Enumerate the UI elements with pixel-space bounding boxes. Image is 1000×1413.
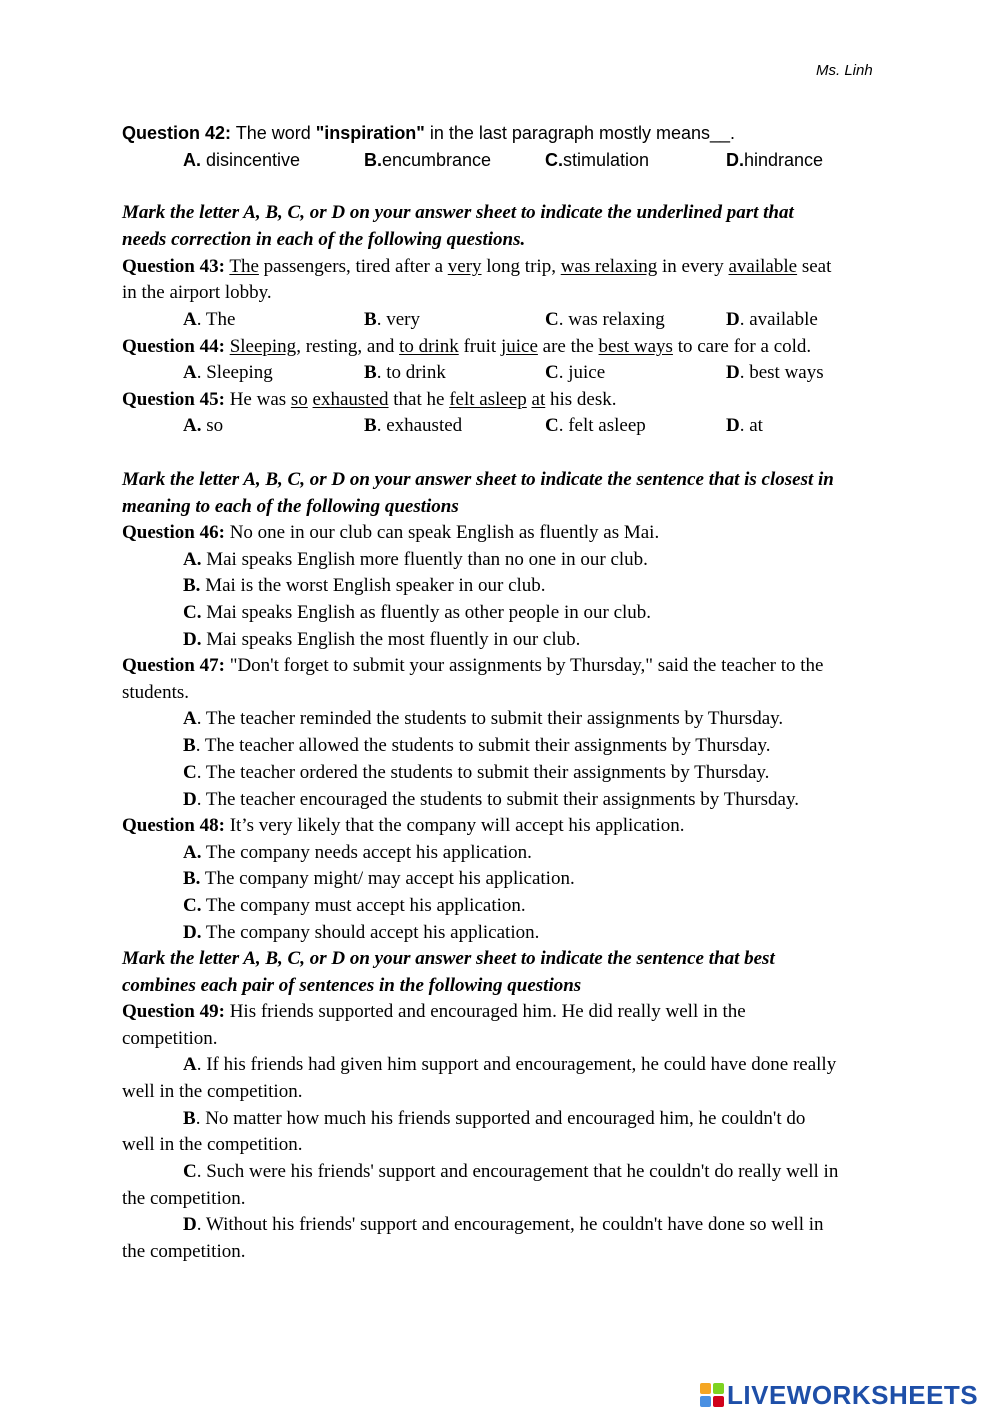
option-d-cont: the competition. [122,1241,246,1262]
option-c: C. The teacher ordered the students to submit their assignments by Thursday. [183,762,770,783]
underlined-part: available [728,256,798,277]
section-instruction: combines each pair of sentences in the following questions [122,975,582,996]
option-a: A. The teacher reminded the students to submit their assignments by Thursday. [183,708,784,729]
question-45-stem: Question 45: He was so exhausted that he felt asleep at his desk. [122,389,617,410]
option-c: C. Such were his friends' support and encouragement that he couldn't do really well in [183,1161,839,1182]
liveworksheets-logo-icon [700,1383,724,1407]
section-instruction: Mark the letter A, B, C, or D on your answer sheet to indicate the underlined part that [122,202,794,223]
underlined-part: The [229,256,259,277]
section-instruction: meaning to each of the following questions [122,496,459,517]
option-d: D. at [726,415,763,436]
question-47-stem-cont: students. [122,682,190,703]
question-43-stem: Question 43: The passengers, tired after a very long trip, was relaxing in every available seat [122,256,832,277]
option-b-cont: well in the competition. [122,1134,303,1155]
option-b: B.encumbrance [364,150,492,170]
question-47-stem: Question 47: "Don't forget to submit your assignments by Thursday," said the teacher to the [122,655,824,676]
question-label: Question 42: [122,123,232,143]
stem-text: in the last paragraph mostly means__. [424,123,736,143]
question-label: Question 43: [122,256,225,277]
question-label: Question 47: [122,655,225,676]
option-d: D.hindrance [726,150,824,170]
option-b: B. The company might/ may accept his application. [183,868,575,889]
section-instruction: Mark the letter A, B, C, or D on your answer sheet to indicate the sentence that best [122,948,775,969]
underlined-part: very [447,256,482,277]
logo-text: LIVEWORKSHEETS [727,1379,979,1410]
liveworksheets-logo[interactable] [700,1378,978,1412]
question-label: Question 48: [122,815,225,836]
option-c: C. The company must accept his application. [183,895,526,916]
option-b: B. No matter how much his friends supported and encouraged him, he couldn't do [183,1108,806,1129]
author-header: Ms. Linh [816,62,873,79]
option-a: A. so [183,415,224,436]
option-a: A. The [183,309,236,330]
option-a: A. Mai speaks English more fluently than no one in our club. [183,549,648,570]
stem-text: The word [235,123,316,143]
underlined-part: Sleeping [229,336,297,357]
option-a-cont: well in the competition. [122,1081,303,1102]
question-49-stem: Question 49: His friends supported and encouraged him. He did really well in the [122,1001,746,1022]
option-a: A. If his friends had given him support and encouragement, he could have done really [183,1054,837,1075]
option-c-cont: the competition. [122,1188,246,1209]
underlined-part: juice [500,336,538,357]
section-instruction: Mark the letter A, B, C, or D on your answer sheet to indicate the sentence that is closest in [122,469,834,490]
option-a: A. disincentive [183,150,301,170]
option-d: D. Mai speaks English the most fluently in our club. [183,629,581,650]
option-d: D. Without his friends' support and encouragement, he couldn't have done so well in [183,1214,824,1235]
underlined-part: was relaxing [560,256,658,277]
logo-square [713,1383,724,1394]
underlined-part: best ways [598,336,673,357]
option-d: D. The teacher encouraged the students to submit their assignments by Thursday. [183,789,799,810]
question-42-stem [122,120,735,146]
question-label: Question 45: [122,389,225,410]
option-b: B. The teacher allowed the students to submit their assignments by Thursday. [183,735,771,756]
option-b: B. very [364,309,420,330]
underlined-part: felt asleep [449,389,527,410]
option-b: B. exhausted [364,415,463,436]
question-46-stem: Question 46: No one in our club can speak English as fluently as Mai. [122,522,660,543]
option-a: A. The company needs accept his application. [183,842,532,863]
option-c: C.stimulation [545,150,650,170]
logo-square [713,1396,724,1407]
question-43-stem-cont: in the airport lobby. [122,282,272,303]
underlined-part: to drink [399,336,459,357]
question-44-stem: Question 44: Sleeping, resting, and to drink fruit juice are the best ways to care for a cold. [122,336,812,357]
question-label: Question 44: [122,336,225,357]
underlined-part: so [290,389,308,410]
question-label: Question 49: [122,1001,225,1022]
option-d: D. best ways [726,362,824,383]
option-c: C. was relaxing [545,309,665,330]
keyword: "inspiration" [315,123,425,143]
option-d: D. The company should accept his application. [183,922,540,943]
option-b: B. Mai is the worst English speaker in our club. [183,575,546,596]
underlined-part: exhausted [312,389,389,410]
option-a: A. Sleeping [183,362,273,383]
question-label: Question 46: [122,522,225,543]
logo-square [700,1383,711,1394]
question-48-stem: Question 48: It’s very likely that the company will accept his application. [122,815,685,836]
option-c: C. felt asleep [545,415,646,436]
underlined-part: at [531,389,546,410]
option-c: C. juice [545,362,606,383]
logo-square [700,1396,711,1407]
option-c: C. Mai speaks English as fluently as other people in our club. [183,602,652,623]
option-d: D. available [726,309,818,330]
question-49-stem-cont: competition. [122,1028,218,1049]
option-b: B. to drink [364,362,446,383]
section-instruction: needs correction in each of the following questions. [122,229,526,250]
